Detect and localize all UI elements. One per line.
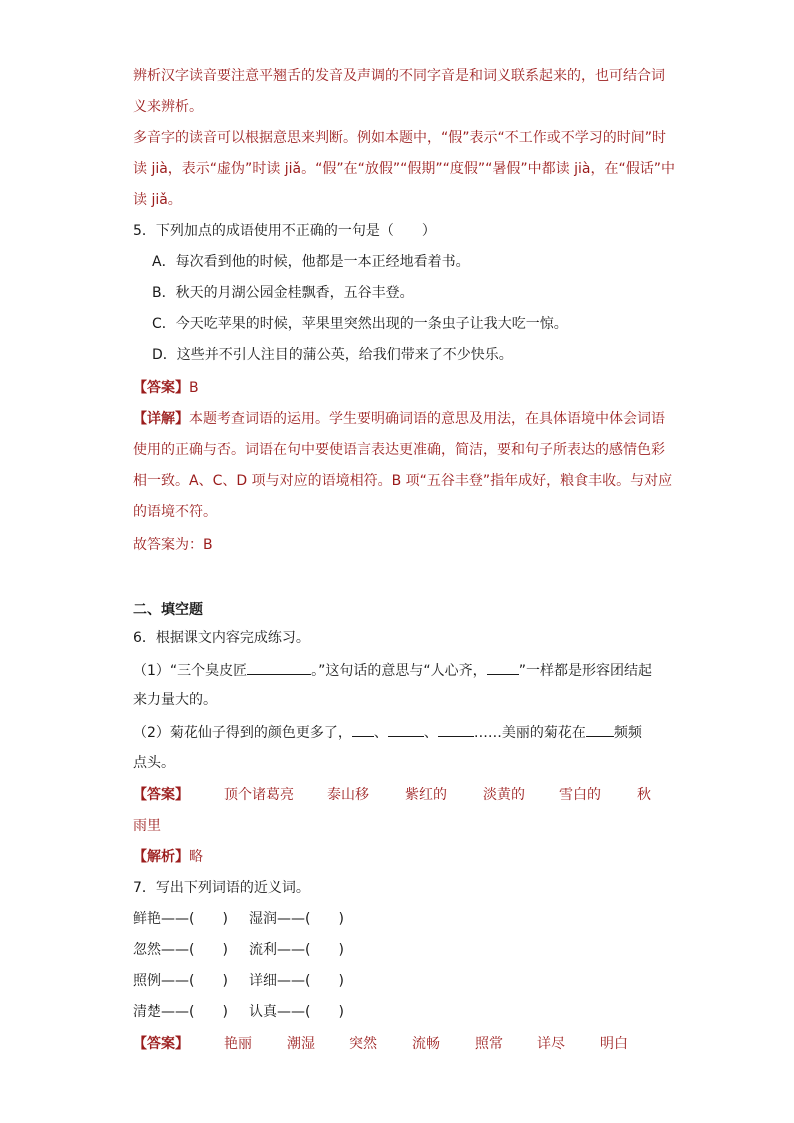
q6-stem: 6．根据课文内容完成练习。 — [133, 630, 310, 646]
q6-answer-tag: 【答案】 — [133, 787, 189, 803]
q7-answer-1: 艳丽 — [224, 1036, 252, 1052]
q7-answer-6: 详尽 — [537, 1036, 565, 1052]
q7-item: 详细——( ) — [249, 973, 344, 989]
q6-answer-1: 顶个诸葛亮 — [224, 787, 294, 803]
fill-blank[interactable] — [438, 722, 474, 737]
q7-item: 认真——( ) — [249, 1004, 344, 1020]
explain-line-1: 辨析汉字读音要注意平翘舌的发音及声调的不同字音是和词义联系起来的，也可结合词 — [133, 68, 665, 84]
fill-blank[interactable] — [352, 722, 374, 737]
q6-part1-text-a: （1）“三个臭皮匠 — [133, 663, 248, 679]
q7-answer-7: 明白 — [600, 1036, 628, 1052]
q5-conclusion: 故答案为：B — [133, 537, 213, 553]
q7-item: 清楚——( ) — [133, 1004, 228, 1020]
analysis-tag: 【解析】 — [133, 849, 189, 865]
q6-part1 — [133, 660, 652, 681]
fill-blank[interactable] — [487, 660, 519, 675]
explain-line-2: 义来辨析。 — [133, 99, 203, 115]
q7-item: 湿润——( ) — [249, 911, 344, 927]
separator: 、 — [373, 725, 388, 741]
q7-answer-2: 潮湿 — [287, 1036, 315, 1052]
fill-blank[interactable] — [586, 722, 614, 737]
q6-answer-wrap: 雨里 — [133, 818, 161, 834]
q7-answer-5: 照常 — [475, 1036, 503, 1052]
q6-answer-6: 秋 — [637, 787, 651, 803]
analysis-text: 略 — [189, 849, 203, 865]
q7-item: 照例——( ) — [133, 973, 228, 989]
q6-part2-wrap: 点头。 — [133, 755, 175, 771]
q6-answer-5: 雪白的 — [559, 787, 601, 803]
q6-part2-text-a: （2）菊花仙子得到的颜色更多了， — [133, 725, 352, 741]
q6-part1-wrap: 来力量大的。 — [133, 692, 217, 708]
q5-option-c: C．今天吃苹果的时候，苹果里突然出现的一条虫子让我大吃一惊。 — [152, 316, 568, 332]
answer-tag: 【答案】 — [133, 380, 189, 396]
q6-part2-text-c: 频频 — [613, 725, 642, 741]
q5-option-b: B．秋天的月湖公园金桂飘香，五谷丰登。 — [152, 285, 414, 301]
q6-answer-3: 紫红的 — [405, 787, 447, 803]
q5-detail-2: 使用的正确与否。词语在句中要使语言表达更准确，简洁，要和句子所表达的感情色彩 — [133, 442, 665, 458]
detail-text: 本题考查词语的运用。学生要明确词语的意思及用法，在具体语境中体会词语 — [189, 411, 665, 427]
q5-stem: 5．下列加点的成语使用不正确的一句是（ ） — [133, 223, 436, 239]
q6-part1-text-b: 。”这句话的意思与“人心齐， — [311, 663, 487, 679]
q5-answer — [133, 378, 199, 398]
q5-detail-1 — [133, 409, 665, 429]
q5-option-d: D．这些并不引人注目的蒲公英，给我们带来了不少快乐。 — [152, 347, 513, 363]
answer-value: B — [189, 380, 199, 396]
q7-answer-3: 突然 — [349, 1036, 377, 1052]
explain-line-5: 读 jiǎ。 — [133, 192, 182, 208]
q6-part2-text-b: ……美丽的菊花在 — [473, 725, 586, 741]
q6-analysis — [133, 847, 203, 867]
q5-option-a: A．每次看到他的时候，他都是一本正经地看着书。 — [152, 254, 470, 270]
q6-answer-2: 泰山移 — [327, 787, 369, 803]
fill-blank[interactable] — [247, 660, 311, 675]
q7-answer-4: 流畅 — [412, 1036, 440, 1052]
q7-answer-tag: 【答案】 — [133, 1036, 189, 1052]
q7-item: 流利——( ) — [249, 942, 344, 958]
q6-part2 — [133, 722, 642, 743]
explain-line-4: 读 jià，表示“虚伪”时读 jiǎ。“假”在“放假”“假期”“度假”“暑假”中都读 jià，在“假话”中 — [133, 161, 675, 177]
q6-part1-text-c: ”一样都是形容团结起 — [518, 663, 652, 679]
fill-blank[interactable] — [388, 722, 424, 737]
separator: 、 — [423, 725, 438, 741]
q5-detail-4: 的语境不符。 — [133, 504, 217, 520]
q7-stem: 7．写出下列词语的近义词。 — [133, 880, 310, 896]
q6-answer-4: 淡黄的 — [483, 787, 525, 803]
q7-item: 鲜艳——( ) — [133, 911, 228, 927]
q7-item: 忽然——( ) — [133, 942, 228, 958]
q5-detail-3: 相一致。A、C、D 项与对应的语境相符。B 项“五谷丰登”指年成好，粮食丰收。与对应 — [133, 473, 673, 489]
explain-line-3: 多音字的读音可以根据意思来判断。例如本题中，“假”表示“不工作或不学习的时间”时 — [133, 130, 667, 146]
detail-tag: 【详解】 — [133, 411, 189, 427]
section-title: 二、填空题 — [133, 602, 203, 618]
